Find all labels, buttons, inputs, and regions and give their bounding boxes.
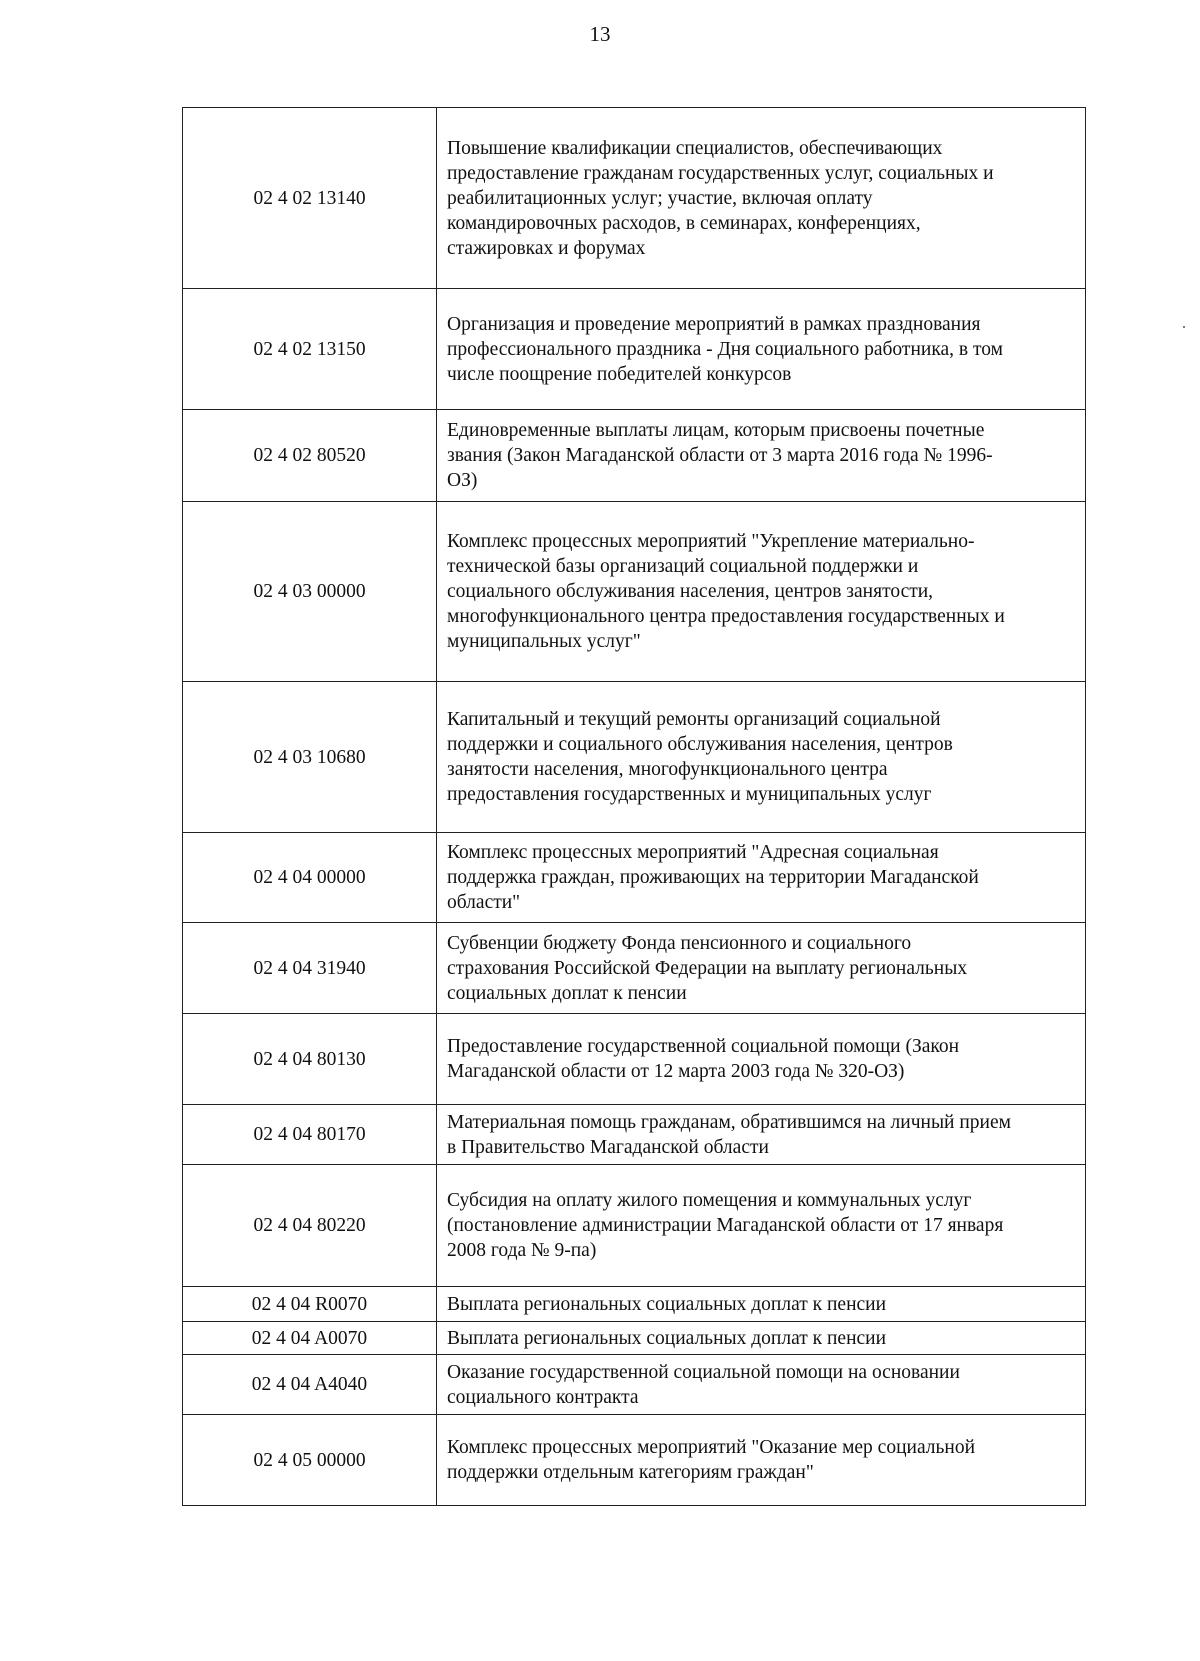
description-line: муниципальных услуг" [447,631,641,652]
code-cell: 02 4 03 00000 [183,502,437,682]
description-line: Выплата региональных социальных доплат к пенсии [447,1327,887,1349]
code-cell: 02 4 02 80520 [183,410,437,502]
description-cell [437,1165,1086,1287]
code-cell: 02 4 04 80170 [183,1105,437,1165]
description-line: реабилитационных услуг; участие, включая оплату [447,187,873,209]
description-cell [437,410,1086,502]
table-row [183,410,1086,502]
table-row [183,833,1086,923]
description-line: числе поощрение победителей конкурсов [447,363,792,385]
description-line: ОЗ) [447,470,478,491]
description-line: Повышение квалификации специалистов, обеспечивающих [447,137,943,159]
table-row [183,1165,1086,1287]
description-cell [437,1322,1086,1355]
description-cell [437,1355,1086,1415]
budget-code-table [182,107,1086,1506]
table-row [183,1415,1086,1506]
description-line: Субвенции бюджету Фонда пенсионного и социального [447,932,912,954]
description-line: (постановление администрации Магаданской области от 17 января [447,1215,1004,1236]
code-cell: 02 4 02 13140 [183,108,437,289]
description-line: поддержки и социального обслуживания населения, центров [447,734,953,755]
description-cell [437,108,1086,289]
description-line: профессионального праздника - Дня социального работника, в том [447,338,1003,360]
description-line: предоставления государственных и муниципальных услуг [447,784,932,805]
table-row [183,923,1086,1014]
description-cell [437,1287,1086,1322]
description-line: Комплекс процессных мероприятий "Укрепление материально- [447,531,975,552]
table-row [183,1014,1086,1105]
description-line: 2008 года № 9-па) [447,1240,597,1261]
code-cell: 02 4 04 A4040 [183,1355,437,1415]
code-cell: 02 4 04 00000 [183,833,437,923]
page-number: 13 [589,22,611,46]
table-row [183,289,1086,410]
description-cell [437,1014,1086,1105]
description-line: Комплекс процессных мероприятий "Оказание мер социальной [447,1437,976,1458]
description-cell [437,289,1086,410]
description-line: Материальная помощь гражданам, обратившимся на личный прием [447,1111,1011,1133]
description-line: социального контракта [447,1386,639,1408]
description-cell [437,923,1086,1014]
description-line: в Правительство Магаданской области [447,1136,769,1158]
code-cell: 02 4 05 00000 [183,1415,437,1506]
description-line: Субсидия на оплату жилого помещения и коммунальных услуг [447,1190,972,1211]
description-line: Единовременные выплаты лицам, которым присвоены почетные [447,420,985,441]
table-row [183,1355,1086,1415]
description-line: Комплекс процессных мероприятий "Адресная социальная [447,842,939,863]
description-line: области" [447,892,521,913]
table-row [183,502,1086,682]
code-cell: 02 4 04 80130 [183,1014,437,1105]
description-line: Предоставление государственной социальной помощи (Закон [447,1036,960,1057]
description-line: занятости населения, многофункционального центра [447,759,888,780]
description-cell [437,502,1086,682]
code-cell: 02 4 03 10680 [183,682,437,833]
description-line: командировочных расходов, в семинарах, конференциях, [447,212,921,234]
table-row [183,1105,1086,1165]
description-line: многофункционального центра предоставления государственных и [447,606,1005,627]
scan-speck [1183,326,1185,328]
code-cell: 02 4 02 13150 [183,289,437,410]
description-line: Капитальный и текущий ремонты организаций социальной [447,709,941,730]
description-line: стажировках и форумах [447,237,646,259]
table-row [183,1322,1086,1355]
table-row [183,682,1086,833]
description-line: Организация и проведение мероприятий в рамках празднования [447,313,981,335]
code-cell: 02 4 04 R0070 [183,1287,437,1322]
description-line: поддержки отдельным категориям граждан" [447,1462,814,1483]
description-line: поддержка граждан, проживающих на территории Магаданской [447,867,979,888]
description-line: Оказание государственной социальной помощи на основании [447,1361,960,1383]
table-row [183,1287,1086,1322]
description-line: Выплата региональных социальных доплат к пенсии [447,1293,887,1315]
description-cell [437,682,1086,833]
description-cell [437,1105,1086,1165]
description-line: предоставление гражданам государственных услуг, социальных и [447,162,994,184]
description-cell [437,1415,1086,1506]
table-row [183,108,1086,289]
description-line: технической базы организаций социальной поддержки и [447,556,919,577]
description-cell [437,833,1086,923]
description-line: звания (Закон Магаданской области от 3 марта 2016 года № 1996- [447,445,993,466]
description-line: социального обслуживания населения, центров занятости, [447,581,934,602]
code-cell: 02 4 04 31940 [183,923,437,1014]
description-line: социальных доплат к пенсии [447,982,687,1004]
code-cell: 02 4 04 80220 [183,1165,437,1287]
description-line: Магаданской области от 12 марта 2003 года № 320-ОЗ) [447,1061,905,1082]
code-cell: 02 4 04 A0070 [183,1322,437,1355]
description-line: страхования Российской Федерации на выплату региональных [447,957,968,979]
